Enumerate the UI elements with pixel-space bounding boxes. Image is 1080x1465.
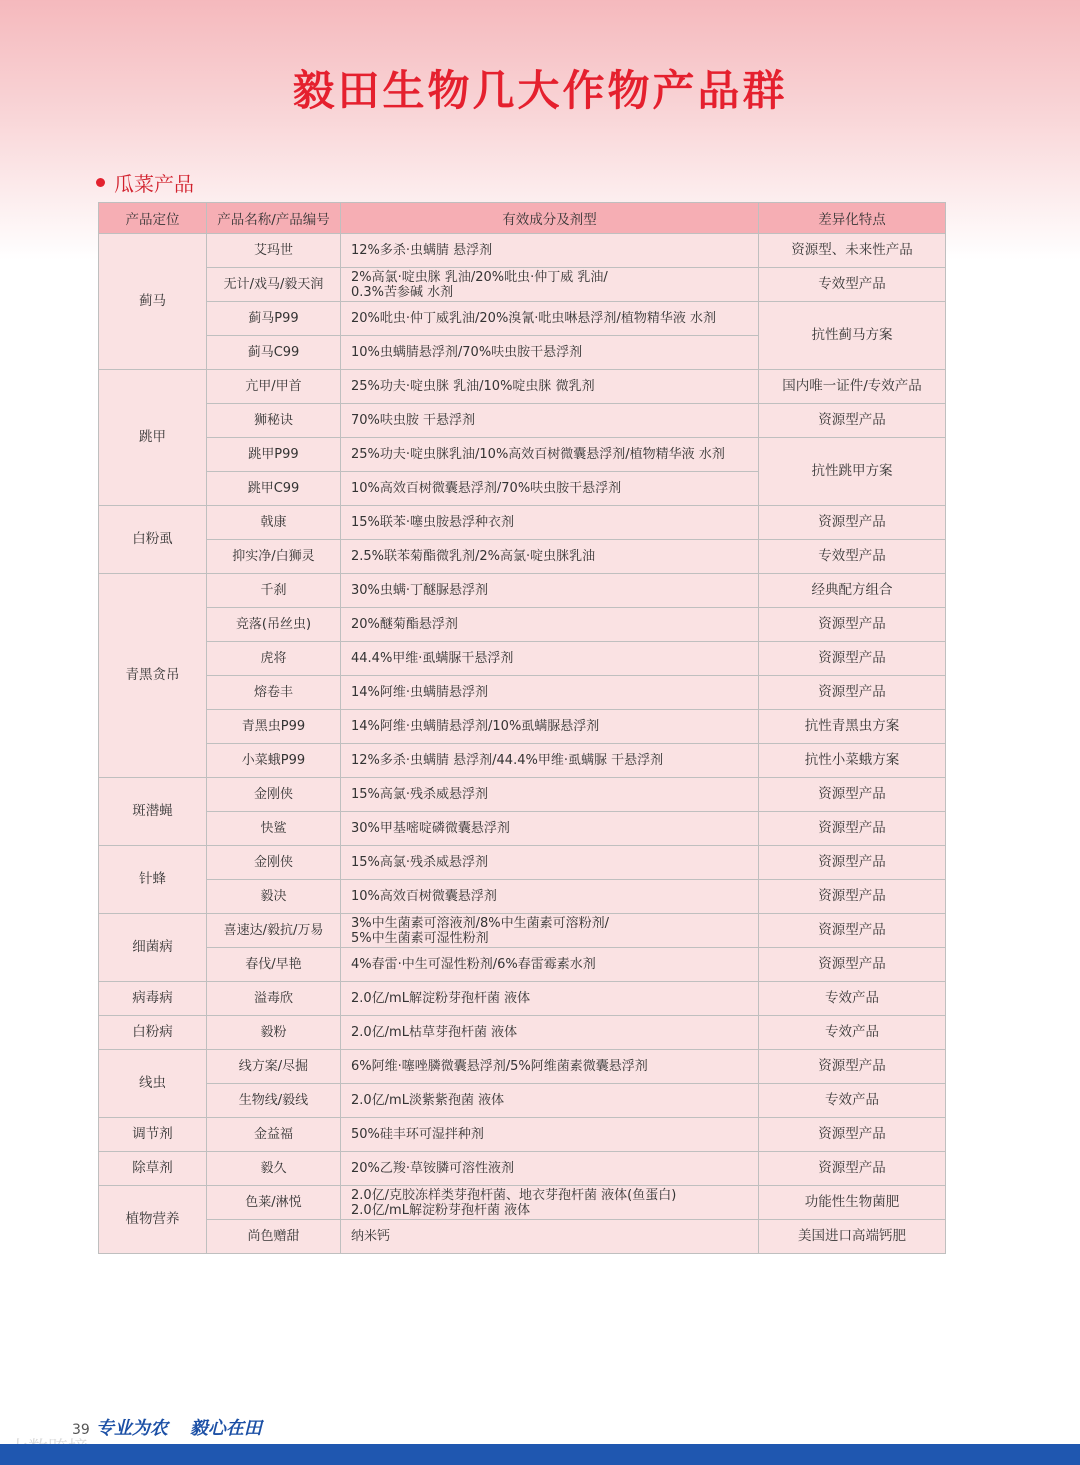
ingredient-cell: 4%春雷·中生可湿性粉剂/6%春雷霉素水剂 [341,948,759,982]
table-row [99,404,946,438]
col-header-product-name: 产品名称/产品编号 [207,203,341,234]
ingredient-cell: 12%多杀·虫螨腈 悬浮剂/44.4%甲维·虱螨脲 干悬浮剂 [341,744,759,778]
ingredient-cell: 12%多杀·虫螨腈 悬浮剂 [341,234,759,268]
footer [72,1414,262,1440]
product-name-cell: 毅久 [207,1152,341,1186]
ingredient-cell: 10%高效百树微囊悬浮剂/70%呋虫胺干悬浮剂 [341,472,759,506]
ingredient-cell: 25%功夫·啶虫脒 乳油/10%啶虫脒 微乳剂 [341,370,759,404]
category-cell: 线虫 [99,1050,207,1118]
product-name-cell: 金刚侠 [207,778,341,812]
table-row [99,710,946,744]
feature-cell: 功能性生物菌肥 [759,1186,946,1220]
ingredient-cell: 70%呋虫胺 干悬浮剂 [341,404,759,438]
product-name-cell: 尚色赠甜 [207,1220,341,1254]
table-row [99,506,946,540]
table-row [99,846,946,880]
feature-cell: 资源型产品 [759,880,946,914]
ingredient-cell: 3%中生菌素可溶液剂/8%中生菌素可溶粉剂/ 5%中生菌素可湿性粉剂 [341,914,759,948]
feature-cell: 美国进口高端钙肥 [759,1220,946,1254]
col-header-ingredients: 有效成分及剂型 [341,203,759,234]
category-cell: 斑潜蝇 [99,778,207,846]
feature-cell: 专效型产品 [759,540,946,574]
product-name-cell: 戟康 [207,506,341,540]
ingredient-cell: 15%高氯·残杀威悬浮剂 [341,778,759,812]
feature-cell: 资源型产品 [759,404,946,438]
product-name-cell: 小菜蛾P99 [207,744,341,778]
category-cell: 跳甲 [99,370,207,506]
product-name-cell: 色莱/淋悦 [207,1186,341,1220]
feature-cell: 专效产品 [759,1016,946,1050]
table-row [99,438,946,472]
category-cell: 白粉虱 [99,506,207,574]
table-row [99,1050,946,1084]
table-row [99,268,946,302]
table-row [99,982,946,1016]
table-row [99,540,946,574]
feature-cell: 资源型产品 [759,846,946,880]
product-name-cell: 跳甲P99 [207,438,341,472]
feature-cell: 资源型产品 [759,778,946,812]
ingredient-cell: 纳米钙 [341,1220,759,1254]
bullet-icon [96,178,105,187]
product-name-cell: 无计/戏马/毅天润 [207,268,341,302]
product-table [98,202,946,1254]
feature-cell: 经典配方组合 [759,574,946,608]
table-row [99,1152,946,1186]
feature-cell: 抗性小菜蛾方案 [759,744,946,778]
product-name-cell: 春伐/早艳 [207,948,341,982]
page-title: 毅田生物几大作物产品群 [292,66,788,115]
category-cell: 细菌病 [99,914,207,982]
product-name-cell: 蓟马P99 [207,302,341,336]
product-name-cell: 虎将 [207,642,341,676]
ingredient-cell: 2.5%联苯菊酯微乳剂/2%高氯·啶虫脒乳油 [341,540,759,574]
bottom-bar [0,1444,1080,1465]
category-cell: 蓟马 [99,234,207,370]
table-body [99,234,946,1254]
ingredient-cell: 2.0亿/mL枯草芽孢杆菌 液体 [341,1016,759,1050]
feature-cell: 资源型产品 [759,1050,946,1084]
product-name-cell: 生物线/毅线 [207,1084,341,1118]
feature-cell: 资源型产品 [759,608,946,642]
ingredient-cell: 15%联苯·噻虫胺悬浮种衣剂 [341,506,759,540]
feature-cell: 抗性蓟马方案 [759,302,946,370]
product-name-cell: 青黑虫P99 [207,710,341,744]
ingredient-cell: 14%阿维·虫螨腈悬浮剂 [341,676,759,710]
ingredient-cell: 20%吡虫·仲丁威乳油/20%溴氰·吡虫啉悬浮剂/植物精华液 水剂 [341,302,759,336]
product-name-cell: 线方案/尽掘 [207,1050,341,1084]
section-heading [96,168,194,197]
table-row [99,744,946,778]
category-cell: 调节剂 [99,1118,207,1152]
product-name-cell: 亢甲/甲首 [207,370,341,404]
ingredient-cell: 14%阿维·虫螨腈悬浮剂/10%虱螨脲悬浮剂 [341,710,759,744]
product-name-cell: 艾玛世 [207,234,341,268]
table-row [99,642,946,676]
table-row [99,234,946,268]
table-row [99,914,946,948]
feature-cell: 资源型产品 [759,642,946,676]
category-cell: 病毒病 [99,982,207,1016]
table-row [99,608,946,642]
product-name-cell: 千刹 [207,574,341,608]
page-number: 39 [72,1422,90,1438]
table-row [99,812,946,846]
product-name-cell: 金益福 [207,1118,341,1152]
ingredient-cell: 50%硅丰环可湿拌种剂 [341,1118,759,1152]
feature-cell: 资源型产品 [759,1118,946,1152]
feature-cell: 资源型、未来性产品 [759,234,946,268]
product-name-cell: 毅决 [207,880,341,914]
table-row [99,880,946,914]
product-name-cell: 毅粉 [207,1016,341,1050]
product-name-cell: 抑实净/白狮灵 [207,540,341,574]
feature-cell: 专效产品 [759,982,946,1016]
category-cell: 针蜂 [99,846,207,914]
table-row [99,1118,946,1152]
table-row [99,1016,946,1050]
feature-cell: 资源型产品 [759,506,946,540]
table-row [99,302,946,336]
ingredient-cell: 6%阿维·噻唑膦微囊悬浮剂/5%阿维菌素微囊悬浮剂 [341,1050,759,1084]
ingredient-cell: 2%高氯·啶虫脒 乳油/20%吡虫·仲丁威 乳油/ 0.3%苦参碱 水剂 [341,268,759,302]
feature-cell: 专效产品 [759,1084,946,1118]
product-name-cell: 快鲨 [207,812,341,846]
table-row [99,948,946,982]
ingredient-cell: 20%醚菊酯悬浮剂 [341,608,759,642]
product-name-cell: 溢毒欣 [207,982,341,1016]
ingredient-cell: 2.0亿/mL淡紫紫孢菌 液体 [341,1084,759,1118]
feature-cell: 资源型产品 [759,1152,946,1186]
section-title: 瓜菜产品 [114,172,194,196]
product-name-cell: 熔卷丰 [207,676,341,710]
table-row [99,574,946,608]
ingredient-cell: 2.0亿/mL解淀粉芽孢杆菌 液体 [341,982,759,1016]
ingredient-cell: 10%高效百树微囊悬浮剂 [341,880,759,914]
table-row [99,370,946,404]
ingredient-cell: 25%功夫·啶虫脒乳油/10%高效百树微囊悬浮剂/植物精华液 水剂 [341,438,759,472]
feature-cell: 资源型产品 [759,914,946,948]
table-row [99,778,946,812]
product-name-cell: 狮秘诀 [207,404,341,438]
feature-cell: 抗性青黑虫方案 [759,710,946,744]
feature-cell: 专效型产品 [759,268,946,302]
category-cell: 除草剂 [99,1152,207,1186]
slogan-1: 专业为农 [95,1418,168,1439]
ingredient-cell: 2.0亿/克胶冻样类芽孢杆菌、地衣芽孢杆菌 液体(鱼蛋白) 2.0亿/mL解淀粉芽孢杆菌 液体 [341,1186,759,1220]
ingredient-cell: 30%甲基嘧啶磷微囊悬浮剂 [341,812,759,846]
table-header-row [99,203,946,234]
table-row [99,1084,946,1118]
table-row [99,676,946,710]
product-name-cell: 竞落(吊丝虫) [207,608,341,642]
table-row [99,1220,946,1254]
product-name-cell: 跳甲C99 [207,472,341,506]
product-name-cell: 喜速达/毅抗/万易 [207,914,341,948]
ingredient-cell: 20%乙羧·草铵膦可溶性液剂 [341,1152,759,1186]
table-row [99,1186,946,1220]
product-name-cell: 金刚侠 [207,846,341,880]
ingredient-cell: 30%虫螨·丁醚脲悬浮剂 [341,574,759,608]
category-cell: 植物营养 [99,1186,207,1254]
ingredient-cell: 44.4%甲维·虱螨脲干悬浮剂 [341,642,759,676]
category-cell: 青黑贪吊 [99,574,207,778]
slogan-2: 毅心在田 [189,1418,262,1439]
category-cell: 白粉病 [99,1016,207,1050]
col-header-features: 差异化特点 [759,203,946,234]
feature-cell: 国内唯一证件/专效产品 [759,370,946,404]
feature-cell: 资源型产品 [759,676,946,710]
feature-cell: 抗性跳甲方案 [759,438,946,506]
feature-cell: 资源型产品 [759,948,946,982]
product-name-cell: 蓟马C99 [207,336,341,370]
col-header-category: 产品定位 [99,203,207,234]
ingredient-cell: 15%高氯·残杀威悬浮剂 [341,846,759,880]
ingredient-cell: 10%虫螨腈悬浮剂/70%呋虫胺干悬浮剂 [341,336,759,370]
feature-cell: 资源型产品 [759,812,946,846]
